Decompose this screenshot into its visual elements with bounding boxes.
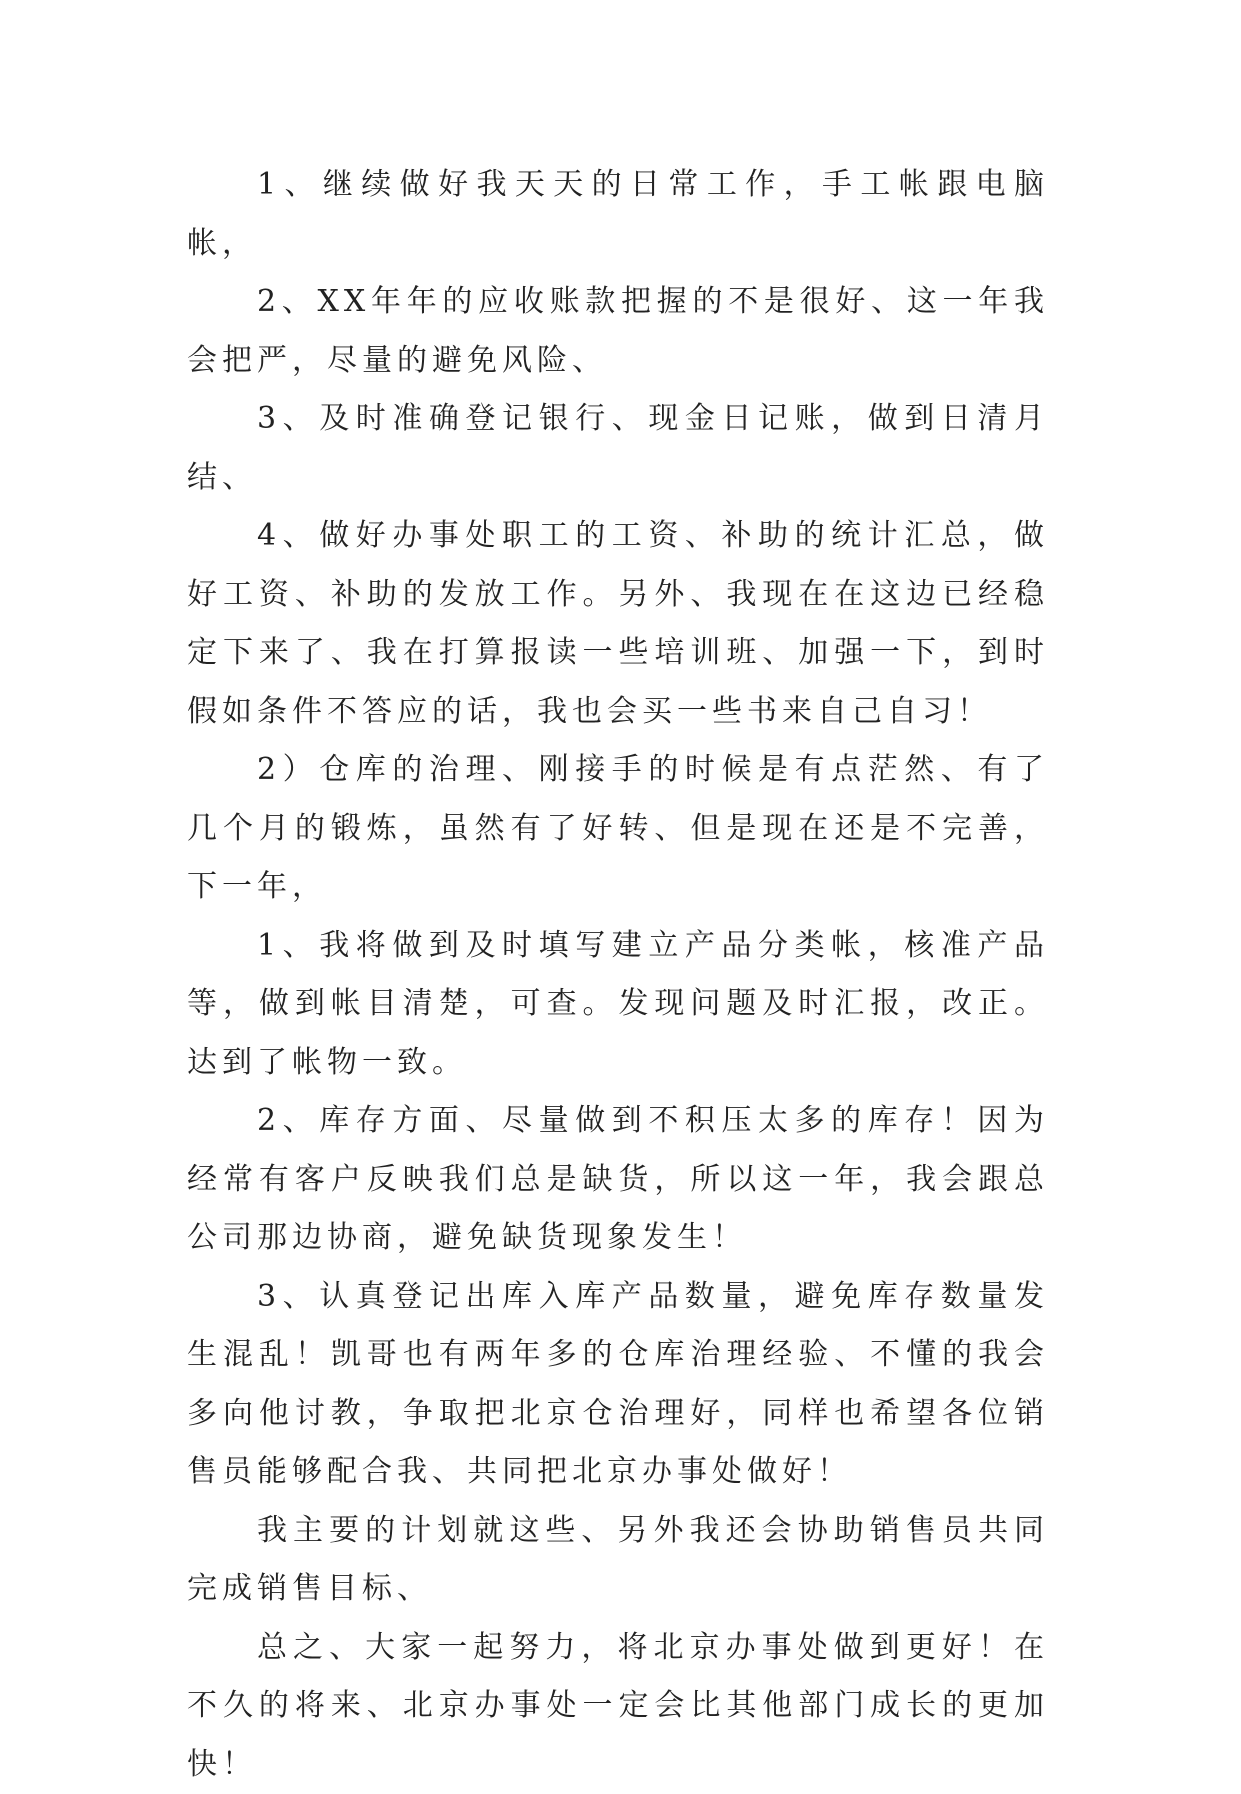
paragraph-2: 2、XX年年的应收账款把握的不是很好、这一年我会把严，尽量的避免风险、 [187, 273, 1049, 390]
paragraph-1: 1、继续做好我天天的日常工作，手工帐跟电脑帐， [187, 156, 1049, 273]
paragraph-3: 3、及时准确登记银行、现金日记账，做到日清月结、 [187, 390, 1049, 507]
paragraph-8: 3、认真登记出库入库产品数量，避免库存数量发生混乱！凯哥也有两年多的仓库治理经验、不懂的我会多向他讨教，争取把北京仓治理好，同样也希望各位销售员能够配合我、共同把北京办事处做好！ [187, 1268, 1049, 1502]
paragraph-9: 我主要的计划就这些、另外我还会协助销售员共同完成销售目标、 [187, 1502, 1049, 1619]
paragraph-10: 总之、大家一起努力，将北京办事处做到更好！在不久的将来、北京办事处一定会比其他部门成长的更加快！ [187, 1619, 1049, 1794]
paragraph-6: 1、我将做到及时填写建立产品分类帐，核准产品等，做到帐目清楚，可查。发现问题及时汇报，改正。达到了帐物一致。 [187, 917, 1049, 1093]
paragraph-5: 2）仓库的治理、刚接手的时候是有点茫然、有了几个月的锻炼，虽然有了好转、但是现在还是不完善，下一年， [187, 741, 1049, 917]
document-body [187, 156, 1049, 1794]
paragraph-7: 2、库存方面、尽量做到不积压太多的库存！因为经常有客户反映我们总是缺货，所以这一年，我会跟总公司那边协商，避免缺货现象发生！ [187, 1092, 1049, 1268]
paragraph-4: 4、做好办事处职工的工资、补助的统计汇总，做好工资、补助的发放工作。另外、我现在在这边已经稳定下来了、我在打算报读一些培训班、加强一下，到时假如条件不答应的话，我也会买一些书来自己自习！ [187, 507, 1049, 741]
